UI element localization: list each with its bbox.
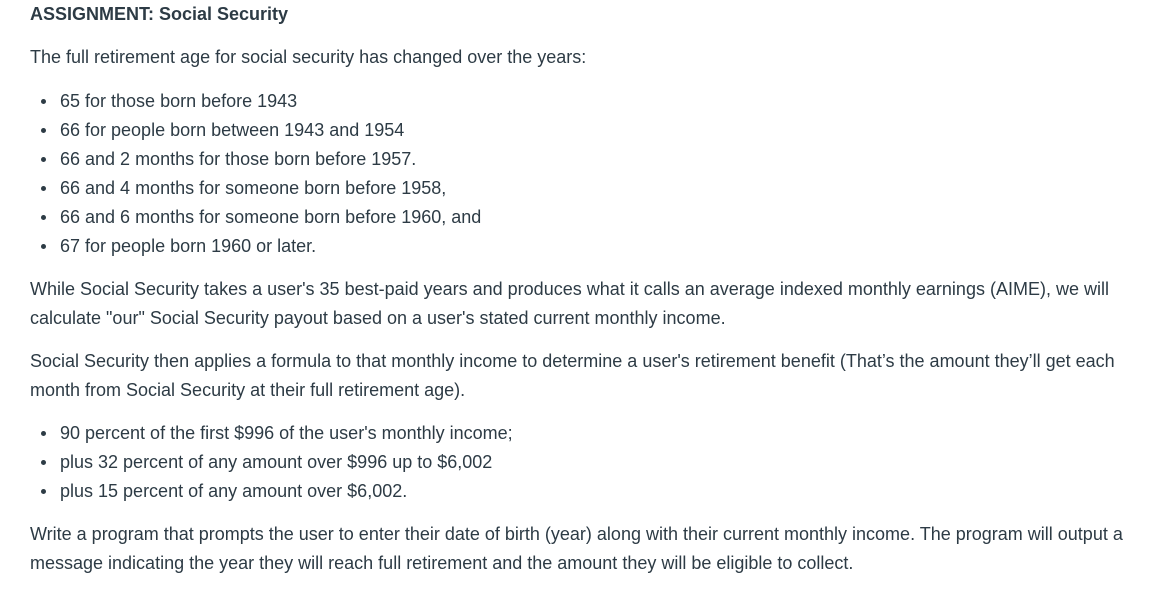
benefit-formula-list: [30, 419, 1135, 506]
list-item: 66 and 2 months for those born before 1957.: [60, 145, 1135, 174]
list-item: 66 for people born between 1943 and 1954: [60, 116, 1135, 145]
page-title: ASSIGNMENT: Social Security: [30, 4, 289, 24]
list-item: 66 and 4 months for someone born before 1958,: [60, 174, 1135, 203]
list-item: plus 32 percent of any amount over $996 up to $6,002: [60, 448, 1135, 477]
retirement-age-list: [30, 87, 1135, 261]
formula-paragraph: Social Security then applies a formula to that monthly income to determine a user's retirement benefit (That’s the amount they’ll get each month from Social Security at their full retirement age).: [30, 351, 1115, 400]
list-item: 90 percent of the first $996 of the user's monthly income;: [60, 419, 1135, 448]
list-item: 67 for people born 1960 or later.: [60, 232, 1135, 261]
list-item: 65 for those born before 1943: [60, 87, 1135, 116]
task-paragraph: Write a program that prompts the user to enter their date of birth (year) along with their current monthly income. The program will output a message indicating the year they will reach full retirement and the amount they will be eligible to collect.: [30, 524, 1123, 573]
aime-paragraph: While Social Security takes a user's 35 best-paid years and produces what it calls an average indexed monthly earnings (AIME), we will calculate "our" Social Security payout based on a user's stated current monthly income.: [30, 279, 1109, 328]
intro-paragraph: The full retirement age for social security has changed over the years:: [30, 47, 587, 67]
list-item: 66 and 6 months for someone born before 1960, and: [60, 203, 1135, 232]
list-item: plus 15 percent of any amount over $6,002.: [60, 477, 1135, 506]
